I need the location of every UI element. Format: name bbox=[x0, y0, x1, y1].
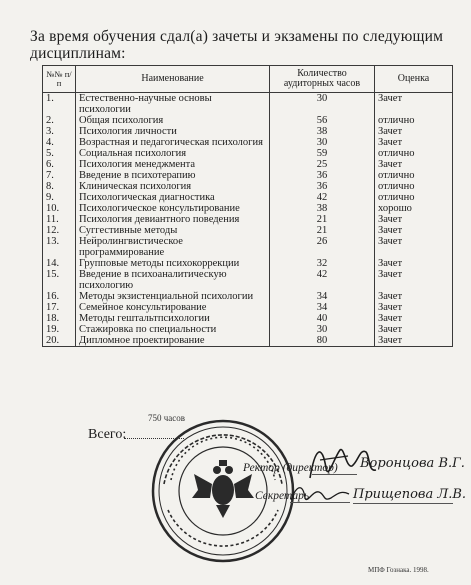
table-row bbox=[43, 192, 453, 203]
table-row bbox=[43, 137, 453, 148]
header-grade: Оценка bbox=[375, 66, 453, 93]
table-row bbox=[43, 170, 453, 181]
grade-value: отлично bbox=[375, 192, 453, 203]
discipline-name: Методы гештальтпсихологии bbox=[76, 313, 270, 324]
row-number: 2. bbox=[43, 115, 76, 126]
table-row bbox=[43, 126, 453, 137]
hours-value: 36 bbox=[270, 181, 375, 192]
row-number: 20. bbox=[43, 335, 76, 347]
grade-value: отлично bbox=[375, 170, 453, 181]
table-row bbox=[43, 313, 453, 324]
table-row bbox=[43, 159, 453, 170]
row-number: 12. bbox=[43, 225, 76, 236]
heading-line-2: дисциплинам: bbox=[30, 45, 126, 62]
table-row bbox=[43, 236, 453, 258]
header-number: №№ п/п bbox=[43, 66, 76, 93]
hours-value: 26 bbox=[270, 236, 375, 258]
grade-value: отлично bbox=[375, 115, 453, 126]
discipline-name: Стажировка по специальности bbox=[76, 324, 270, 335]
table-body bbox=[43, 93, 453, 347]
hours-value: 42 bbox=[270, 192, 375, 203]
hours-value: 30 bbox=[270, 324, 375, 335]
discipline-name: Нейролингвистическое программирование bbox=[76, 236, 270, 258]
disciplines-table bbox=[42, 65, 453, 347]
discipline-name: Общая психология bbox=[76, 115, 270, 126]
hours-value: 21 bbox=[270, 225, 375, 236]
grade-value: Зачет bbox=[375, 269, 453, 291]
grade-value: Зачет bbox=[375, 93, 453, 116]
table-row bbox=[43, 93, 453, 116]
grade-value: Зачет bbox=[375, 324, 453, 335]
discipline-name: Психологическая диагностика bbox=[76, 192, 270, 203]
row-number: 5. bbox=[43, 148, 76, 159]
discipline-name: Психология менеджмента bbox=[76, 159, 270, 170]
table-row bbox=[43, 115, 453, 126]
discipline-name: Методы экзистенциальной психологии bbox=[76, 291, 270, 302]
row-number: 15. bbox=[43, 269, 76, 291]
table-row bbox=[43, 181, 453, 192]
table-row bbox=[43, 302, 453, 313]
row-number: 16. bbox=[43, 291, 76, 302]
hours-value: 30 bbox=[270, 137, 375, 148]
secretary-name: Прищепова Л.В. bbox=[353, 487, 467, 502]
heading-line-1: За время обучения сдал(а) зачеты и экзамены по следующим bbox=[30, 28, 444, 45]
discipline-name: Психология девиантного поведения bbox=[76, 214, 270, 225]
table-row bbox=[43, 214, 453, 225]
grade-value: отлично bbox=[375, 148, 453, 159]
row-number: 14. bbox=[43, 258, 76, 269]
grade-value: Зачет bbox=[375, 258, 453, 269]
grade-value: Зачет bbox=[375, 335, 453, 347]
row-number: 10. bbox=[43, 203, 76, 214]
hours-value: 38 bbox=[270, 203, 375, 214]
discipline-name: Введение в психоаналитическую психологию bbox=[76, 269, 270, 291]
hours-value: 56 bbox=[270, 115, 375, 126]
secretary-label: Секретарь bbox=[255, 490, 310, 502]
grade-value: Зачет bbox=[375, 291, 453, 302]
table-row bbox=[43, 258, 453, 269]
rector-name: Воронцова В.Г. bbox=[360, 456, 465, 471]
row-number: 9. bbox=[43, 192, 76, 203]
document-heading bbox=[30, 28, 450, 62]
row-number: 6. bbox=[43, 159, 76, 170]
hours-value: 80 bbox=[270, 335, 375, 347]
hours-value: 34 bbox=[270, 291, 375, 302]
table-row bbox=[43, 203, 453, 214]
row-number: 4. bbox=[43, 137, 76, 148]
grade-value: Зачет bbox=[375, 236, 453, 258]
table-row bbox=[43, 335, 453, 347]
row-number: 19. bbox=[43, 324, 76, 335]
hours-value: 25 bbox=[270, 159, 375, 170]
discipline-name: Клиническая психология bbox=[76, 181, 270, 192]
total-label: Всего: bbox=[88, 427, 127, 442]
table-row bbox=[43, 291, 453, 302]
row-number: 11. bbox=[43, 214, 76, 225]
grade-value: Зачет bbox=[375, 126, 453, 137]
header-name: Наименование bbox=[76, 66, 270, 93]
hours-value: 32 bbox=[270, 258, 375, 269]
hours-value: 38 bbox=[270, 126, 375, 137]
hours-value: 42 bbox=[270, 269, 375, 291]
grade-value: Зачет bbox=[375, 225, 453, 236]
printer-imprint: МПФ Гознака. 1998. bbox=[368, 566, 429, 574]
secretary-signature-line bbox=[290, 502, 350, 503]
discipline-name: Введение в психотерапию bbox=[76, 170, 270, 181]
discipline-name: Возрастная и педагогическая психология bbox=[76, 137, 270, 148]
grade-value: Зачет bbox=[375, 159, 453, 170]
hours-value: 36 bbox=[270, 170, 375, 181]
row-number: 13. bbox=[43, 236, 76, 258]
grade-value: Зачет bbox=[375, 313, 453, 324]
row-number: 18. bbox=[43, 313, 76, 324]
discipline-name: Групповые методы психокоррекции bbox=[76, 258, 270, 269]
rector-signature-line bbox=[312, 474, 357, 475]
hours-value: 30 bbox=[270, 93, 375, 116]
grade-value: Зачет bbox=[375, 302, 453, 313]
header-hours: Количество аудиторных часов bbox=[270, 66, 375, 93]
table-row bbox=[43, 225, 453, 236]
row-number: 3. bbox=[43, 126, 76, 137]
hours-value: 40 bbox=[270, 313, 375, 324]
grade-value: отлично bbox=[375, 181, 453, 192]
discipline-name: Дипломное проектирование bbox=[76, 335, 270, 347]
grade-value: хорошо bbox=[375, 203, 453, 214]
discipline-name: Семейное консультирование bbox=[76, 302, 270, 313]
hours-value: 21 bbox=[270, 214, 375, 225]
grade-value: Зачет bbox=[375, 214, 453, 225]
discipline-name: Естественно-научные основы психологии bbox=[76, 93, 270, 116]
discipline-name: Социальная психология bbox=[76, 148, 270, 159]
table-row bbox=[43, 148, 453, 159]
row-number: 7. bbox=[43, 170, 76, 181]
table-header-row bbox=[43, 66, 453, 93]
discipline-name: Психология личности bbox=[76, 126, 270, 137]
row-number: 8. bbox=[43, 181, 76, 192]
grade-value: Зачет bbox=[375, 137, 453, 148]
row-number: 1. bbox=[43, 93, 76, 116]
secretary-name-line bbox=[353, 503, 453, 504]
discipline-name: Суггестивные методы bbox=[76, 225, 270, 236]
table-row bbox=[43, 324, 453, 335]
table-row bbox=[43, 269, 453, 291]
rector-label: Ректор (директор) bbox=[243, 462, 338, 474]
hours-value: 59 bbox=[270, 148, 375, 159]
total-hours-value: 750 часов bbox=[148, 413, 186, 423]
hours-value: 34 bbox=[270, 302, 375, 313]
discipline-name: Психологическое консультирование bbox=[76, 203, 270, 214]
row-number: 17. bbox=[43, 302, 76, 313]
